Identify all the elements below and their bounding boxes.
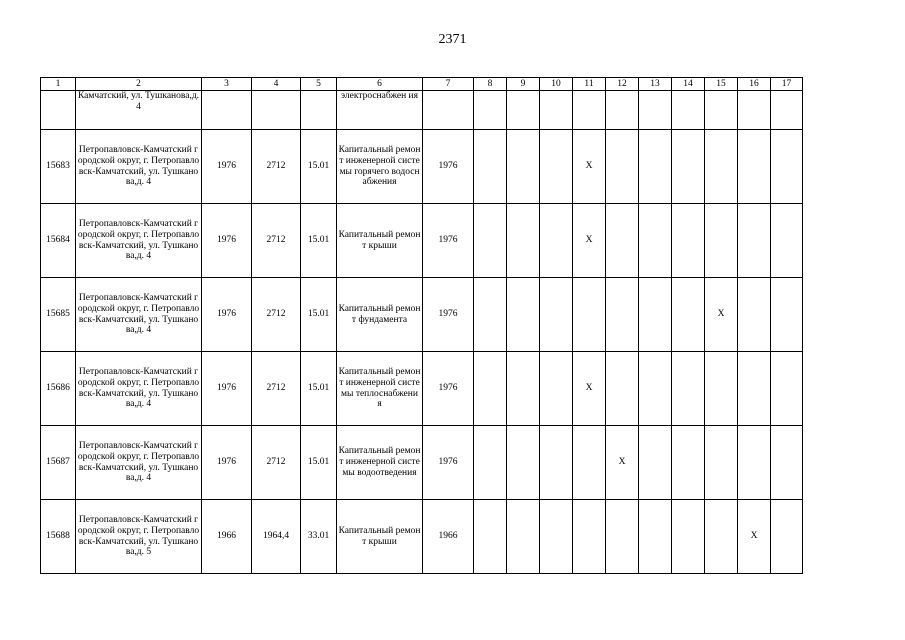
cell-c4	[252, 91, 301, 130]
empty-cell	[540, 130, 573, 204]
cell-c5: 15.01	[301, 130, 337, 204]
header-cell: 2	[76, 78, 202, 91]
header-cell: 4	[252, 78, 301, 91]
empty-cell	[540, 91, 573, 130]
cell-c7: 1976	[423, 278, 474, 352]
register-table	[40, 77, 803, 574]
empty-cell	[540, 278, 573, 352]
table-row	[41, 426, 803, 500]
empty-cell	[771, 204, 803, 278]
empty-cell	[639, 91, 672, 130]
cell-c5: 15.01	[301, 278, 337, 352]
mark-cell: X	[738, 500, 771, 574]
cell-c2: Петропавловск-Камчатский городской округ, г. Петропавловск-Камчатский, ул. Тушканова,д. 4	[76, 426, 202, 500]
header-cell: 9	[507, 78, 540, 91]
cell-c3: 1976	[202, 204, 252, 278]
header-cell: 3	[202, 78, 252, 91]
table-row	[41, 352, 803, 426]
cell-c6: Капитальный ремонт фундамента	[337, 278, 423, 352]
empty-cell	[738, 130, 771, 204]
cell-c7: 1976	[423, 352, 474, 426]
empty-cell	[507, 204, 540, 278]
empty-cell	[606, 91, 639, 130]
cell-c6: Капитальный ремонт крыши	[337, 204, 423, 278]
empty-cell	[672, 91, 705, 130]
table-body	[41, 78, 803, 574]
header-cell: 14	[672, 78, 705, 91]
empty-cell	[474, 91, 507, 130]
table-row	[41, 278, 803, 352]
empty-cell	[507, 500, 540, 574]
empty-cell	[705, 204, 738, 278]
cell-c2: Петропавловск-Камчатский городской округ, г. Петропавловск-Камчатский, ул. Тушканова,д. 5	[76, 500, 202, 574]
cell-c3	[202, 91, 252, 130]
cell-c4: 2712	[252, 426, 301, 500]
empty-cell	[474, 130, 507, 204]
empty-cell	[507, 130, 540, 204]
empty-cell	[672, 278, 705, 352]
empty-cell	[705, 426, 738, 500]
header-cell: 10	[540, 78, 573, 91]
cell-c1: 15683	[41, 130, 76, 204]
empty-cell	[771, 426, 803, 500]
cell-c3: 1976	[202, 130, 252, 204]
empty-cell	[639, 130, 672, 204]
empty-cell	[573, 500, 606, 574]
empty-cell	[639, 204, 672, 278]
header-cell: 12	[606, 78, 639, 91]
empty-cell	[474, 204, 507, 278]
cell-c2: Петропавловск-Камчатский городской округ, г. Петропавловск-Камчатский, ул. Тушканова,д. 4	[76, 204, 202, 278]
cell-c2: Петропавловск-Камчатский городской округ, г. Петропавловск-Камчатский, ул. Тушканова,д. 4	[76, 278, 202, 352]
cell-c1: 15684	[41, 204, 76, 278]
cell-c6: Капитальный ремонт крыши	[337, 500, 423, 574]
cell-c3: 1966	[202, 500, 252, 574]
empty-cell	[672, 426, 705, 500]
empty-cell	[573, 426, 606, 500]
cell-c6: Капитальный ремонт инженерной системы горячего водоснабжения	[337, 130, 423, 204]
empty-cell	[540, 204, 573, 278]
header-cell: 17	[771, 78, 803, 91]
empty-cell	[705, 500, 738, 574]
cell-c1	[41, 91, 76, 130]
header-cell: 13	[639, 78, 672, 91]
empty-cell	[606, 278, 639, 352]
empty-cell	[507, 426, 540, 500]
table-row	[41, 204, 803, 278]
cell-c7: 1966	[423, 500, 474, 574]
header-cell: 6	[337, 78, 423, 91]
empty-cell	[474, 500, 507, 574]
empty-cell	[771, 500, 803, 574]
cell-c6: Капитальный ремонт инженерной системы водоотведения	[337, 426, 423, 500]
empty-cell	[606, 500, 639, 574]
empty-cell	[771, 130, 803, 204]
empty-cell	[639, 426, 672, 500]
empty-cell	[639, 352, 672, 426]
cell-c4: 2712	[252, 130, 301, 204]
empty-cell	[606, 352, 639, 426]
cell-c7: 1976	[423, 204, 474, 278]
cell-c5	[301, 91, 337, 130]
cell-c1: 15686	[41, 352, 76, 426]
empty-cell	[474, 426, 507, 500]
empty-cell	[738, 426, 771, 500]
cell-c4: 2712	[252, 352, 301, 426]
cell-c7: 1976	[423, 130, 474, 204]
table-row	[41, 500, 803, 574]
cell-c6: электроснабжен ия	[337, 91, 423, 130]
mark-cell: X	[705, 278, 738, 352]
table-row	[41, 91, 803, 130]
cell-c3: 1976	[202, 352, 252, 426]
cell-c6: Капитальный ремонт инженерной системы теплоснабжени я	[337, 352, 423, 426]
empty-cell	[672, 204, 705, 278]
empty-cell	[507, 352, 540, 426]
header-cell: 16	[738, 78, 771, 91]
table-row	[41, 130, 803, 204]
empty-cell	[738, 278, 771, 352]
header-cell: 5	[301, 78, 337, 91]
cell-c2: Петропавловск-Камчатский городской округ, г. Петропавловск-Камчатский, ул. Тушканова,д. 4	[76, 130, 202, 204]
cell-c3: 1976	[202, 278, 252, 352]
cell-c3: 1976	[202, 426, 252, 500]
header-cell: 1	[41, 78, 76, 91]
cell-c4: 2712	[252, 278, 301, 352]
header-cell: 8	[474, 78, 507, 91]
empty-cell	[540, 426, 573, 500]
cell-c7	[423, 91, 474, 130]
empty-cell	[738, 352, 771, 426]
empty-cell	[738, 204, 771, 278]
cell-c7: 1976	[423, 426, 474, 500]
empty-cell	[507, 91, 540, 130]
empty-cell	[672, 352, 705, 426]
cell-c5: 33.01	[301, 500, 337, 574]
cell-c2: Камчатский, ул. Тушканова,д. 4	[76, 91, 202, 130]
empty-cell	[771, 352, 803, 426]
mark-cell: X	[573, 130, 606, 204]
header-row	[41, 78, 803, 91]
empty-cell	[474, 352, 507, 426]
cell-c4: 1964,4	[252, 500, 301, 574]
empty-cell	[705, 130, 738, 204]
mark-cell: X	[573, 204, 606, 278]
empty-cell	[573, 278, 606, 352]
cell-c4: 2712	[252, 204, 301, 278]
empty-cell	[573, 91, 606, 130]
cell-c1: 15685	[41, 278, 76, 352]
cell-c1: 15687	[41, 426, 76, 500]
mark-cell: X	[573, 352, 606, 426]
mark-cell: X	[606, 426, 639, 500]
page-number: 2371	[438, 32, 467, 47]
empty-cell	[771, 278, 803, 352]
cell-c5: 15.01	[301, 426, 337, 500]
empty-cell	[540, 500, 573, 574]
empty-cell	[606, 204, 639, 278]
cell-c5: 15.01	[301, 352, 337, 426]
empty-cell	[705, 352, 738, 426]
empty-cell	[639, 278, 672, 352]
empty-cell	[639, 500, 672, 574]
header-cell: 11	[573, 78, 606, 91]
empty-cell	[672, 130, 705, 204]
header-cell: 15	[705, 78, 738, 91]
header-cell: 7	[423, 78, 474, 91]
empty-cell	[540, 352, 573, 426]
empty-cell	[738, 91, 771, 130]
cell-c1: 15688	[41, 500, 76, 574]
empty-cell	[672, 500, 705, 574]
empty-cell	[606, 130, 639, 204]
empty-cell	[705, 91, 738, 130]
cell-c5: 15.01	[301, 204, 337, 278]
empty-cell	[507, 278, 540, 352]
empty-cell	[474, 278, 507, 352]
cell-c2: Петропавловск-Камчатский городской округ, г. Петропавловск-Камчатский, ул. Тушканова,д. 4	[76, 352, 202, 426]
empty-cell	[771, 91, 803, 130]
